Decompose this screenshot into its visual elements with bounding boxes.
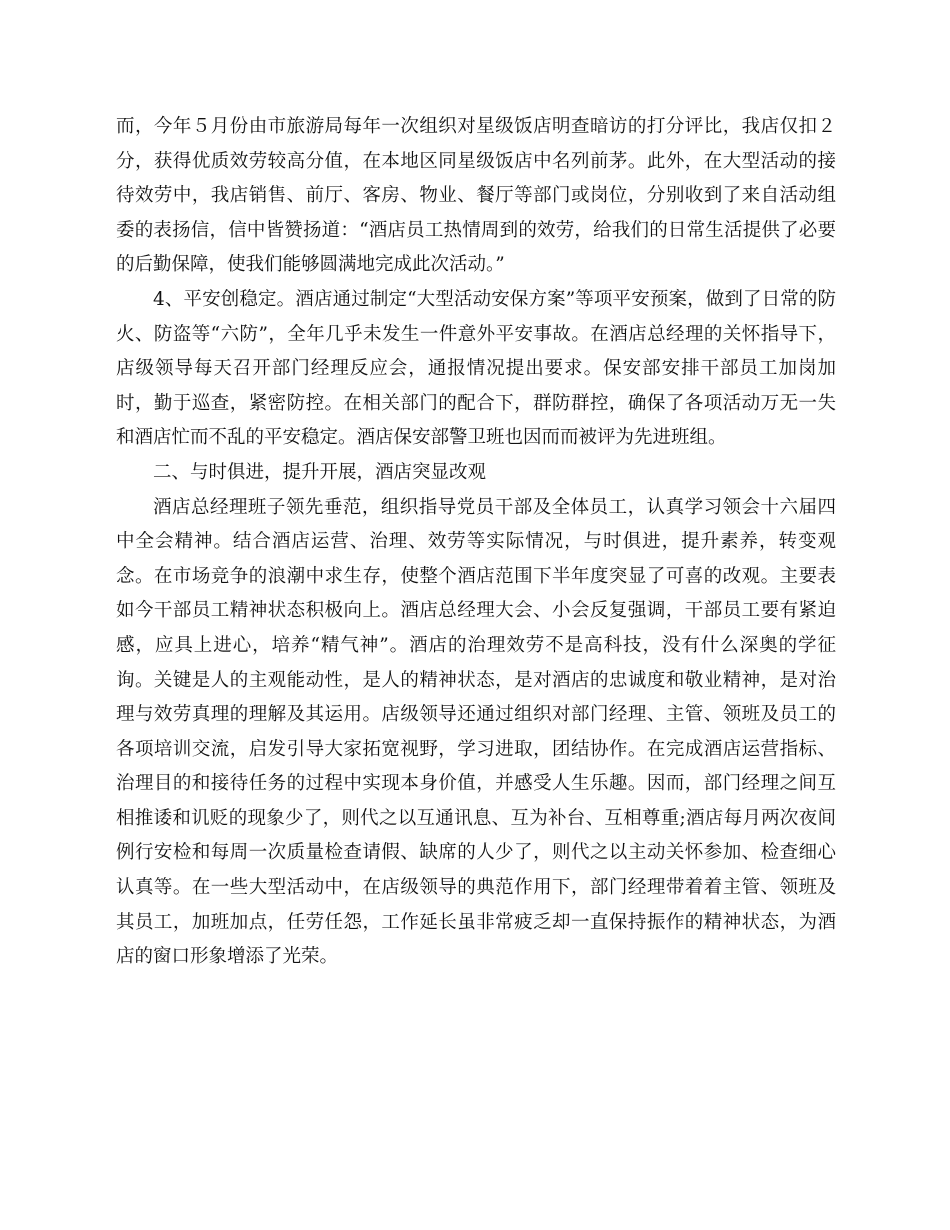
section-heading-2: 二、与时俱进，提升开展，酒店突显改观 (153, 461, 487, 483)
paragraph-improvement: 酒店总经理班子领先垂范，组织指导党员干部及全体员工，认真学习领会十六届四中全会精神。结合酒店运营、治理、效劳等实际情况，与时俱进，提升素养，转变观念。在市场竞争的浪潮中求生存，使整个酒店范围下半年度突显了可喜的改观。主要表如今干部员工精神状态积极向上。酒店总经理大会、小会反复强调，干部员工要有紧迫感，应具上进心，培养“精气神”。酒店的治理效劳不是高科技，没有什么深奥的学征询。关键是人的主观能动性，是人的精神状态，是对酒店的忠诚度和敬业精神，是对治理与效劳真理的理解及其运用。店级领导还通过组织对部门经理、主管、领班及员工的各项培训交流，启发引导大家拓宽视野，学习进取，团结协作。在完成酒店运营指标、治理目的和接待任务的过程中实现本身价值，并感受人生乐趣。因而，部门经理之间互相推诿和讥贬的现象少了，则代之以互通讯息、互为补台、互相尊重;酒店每月两次夜间例行安检和每周一次质量检查请假、缺席的人少了，则代之以主动关怀参加、检查细心认真等。在一些大型活动中，在店级领导的典范作用下，部门经理带着着主管、领班及其员工，加班加点，任劳任怨，工作延长虽非常疲乏却一直保持振作的精神状态，为酒店的窗口形象增添了光荣。 (116, 496, 836, 968)
paragraph-safety: 4、平安创稳定。酒店通过制定“大型活动安保方案”等项平安预案，做到了日常的防火、防盗等“六防”，全年几乎未发生一件意外平安事故。在酒店总经理的关怀指导下，店级领导每天召开部门经理反应会，通报情况提出要求。保安部安排干部员工加岗加时，勤于巡查，紧密防控。在相关部门的配合下，群防群控，确保了各项活动万无一失和酒店忙而不乱的平安稳定。酒店保安部警卫班也因而而被评为先进班组。 (116, 288, 836, 449)
paragraph-continuation: 而，今年５月份由市旅游局每年一次组织对星级饭店明查暗访的打分评比，我店仅扣２分，获得优质效劳较高分值，在本地区同星级饭店中名列前茅。此外，在大型活动的接待效劳中，我店销售、前厅、客房、物业、餐厅等部门或岗位，分别收到了来自活动组委的表扬信，信中皆赞扬道：“酒店员工热情周到的效劳，给我们的日常生活提供了必要的后勤保障，使我们能够圆满地完成此次活动。” (116, 116, 836, 276)
body-text (116, 110, 836, 975)
